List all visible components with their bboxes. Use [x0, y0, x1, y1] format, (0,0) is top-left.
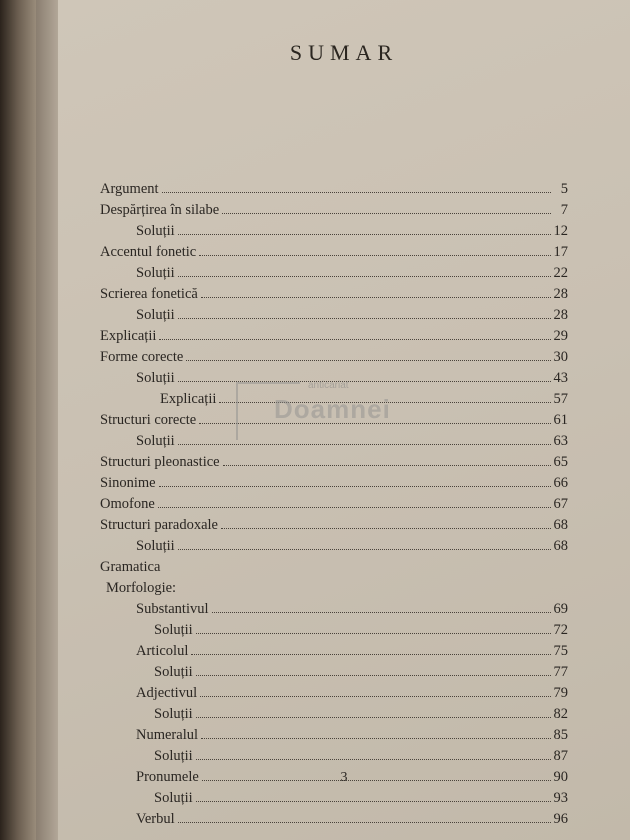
toc-entry: [100, 323, 568, 344]
toc-entry: [100, 533, 568, 554]
toc-entry: [100, 302, 568, 323]
toc-entry-page: 72: [553, 622, 568, 638]
toc-entry-title: Soluții: [136, 307, 175, 323]
toc-entry-title: Adjectivul: [136, 685, 198, 701]
toc-entry-page: 66: [553, 475, 568, 491]
toc-entry: [100, 554, 568, 575]
toc-leader-dots: [201, 296, 551, 298]
toc-entry-title: Structuri corecte: [100, 412, 197, 428]
toc-entry-page: 5: [560, 181, 568, 197]
toc-entry-page: 87: [553, 748, 568, 764]
toc-entry-page: 22: [553, 265, 568, 281]
toc-leader-dots: [162, 191, 551, 193]
toc-entry-title: Explicații: [160, 391, 217, 407]
toc-leader-dots: [196, 800, 551, 802]
toc-entry-title: Structuri paradoxale: [100, 517, 218, 533]
toc-entry-title: Verbul: [136, 811, 175, 827]
toc-entry-page: 65: [553, 454, 568, 470]
toc-entry: [100, 680, 568, 701]
toc-leader-dots: [196, 716, 551, 718]
page-number: 3: [340, 770, 348, 785]
toc-entry: [100, 638, 568, 659]
toc-leader-dots: [196, 758, 551, 760]
toc-entry-title: Forme corecte: [100, 349, 184, 365]
watermark-small-text: anticariat: [308, 380, 349, 391]
book-gutter: [0, 0, 40, 840]
toc-entry-title: Accentul fonetic: [100, 244, 197, 260]
toc-entry: [100, 596, 568, 617]
toc-entry: [100, 344, 568, 365]
toc-entry: [100, 512, 568, 533]
toc-entry: [100, 260, 568, 281]
toc-leader-dots: [178, 275, 551, 277]
toc-entry-page: 63: [553, 433, 568, 449]
toc-entry-page: 77: [553, 664, 568, 680]
toc-entry-title: Omofone: [100, 496, 155, 512]
toc-entry: [100, 659, 568, 680]
toc-leader-dots: [222, 212, 551, 214]
toc-entry-page: 12: [553, 223, 568, 239]
toc-entry: [100, 806, 568, 827]
toc-entry-title: Articolul: [136, 643, 189, 659]
toc-leader-dots: [196, 674, 551, 676]
toc-entry-page: 43: [553, 370, 568, 386]
toc-entry-page: 75: [553, 643, 568, 659]
toc-entry-page: 17: [553, 244, 568, 260]
toc-entry: [100, 701, 568, 722]
toc-leader-dots: [186, 359, 550, 361]
toc-leader-dots: [223, 464, 551, 466]
toc-entry-title: Soluții: [136, 223, 175, 239]
toc-entry-title: Explicații: [100, 328, 157, 344]
toc-entry-title: Substantivul: [136, 601, 209, 617]
toc-leader-dots: [158, 506, 551, 508]
toc-entry-title: Structuri pleonastice: [100, 454, 220, 470]
toc-entry-page: 85: [553, 727, 568, 743]
toc-entry-title: Soluții: [136, 370, 175, 386]
toc-entry-page: 79: [553, 685, 568, 701]
toc-leader-dots: [178, 233, 551, 235]
toc-entry-title: Soluții: [154, 748, 193, 764]
toc-entry: [100, 785, 568, 806]
toc-entry-title: Soluții: [154, 790, 193, 806]
toc-leader-dots: [200, 695, 550, 697]
toc-entry-title: Despărțirea în silabe: [100, 202, 220, 218]
toc-leader-dots: [191, 653, 550, 655]
toc-entry-title: Soluții: [154, 622, 193, 638]
toc-entry-title: Sinonime: [100, 475, 156, 491]
toc-entry: [100, 491, 568, 512]
table-of-contents: [100, 176, 568, 827]
toc-leader-dots: [178, 548, 551, 550]
toc-entry-page: 30: [553, 349, 568, 365]
toc-leader-dots: [196, 632, 551, 634]
watermark-logo: [236, 378, 391, 438]
toc-entry: [100, 449, 568, 470]
toc-entry-page: 68: [553, 517, 568, 533]
toc-entry-page: 28: [553, 307, 568, 323]
toc-entry: [100, 239, 568, 260]
toc-entry-page: 67: [553, 496, 568, 512]
toc-entry-title: Soluții: [154, 664, 193, 680]
toc-entry-page: 93: [553, 790, 568, 806]
toc-entry-page: 61: [553, 412, 568, 428]
toc-entry-title: Numeralul: [136, 727, 199, 743]
toc-entry-page: 69: [553, 601, 568, 617]
toc-entry: [100, 197, 568, 218]
book-page: [58, 0, 630, 840]
toc-entry-title: Soluții: [136, 538, 175, 554]
toc-leader-dots: [221, 527, 551, 529]
toc-entry-title: Morfologie:: [106, 580, 177, 596]
toc-entry: [100, 470, 568, 491]
toc-entry-title: Gramatica: [100, 559, 161, 575]
toc-entry: [100, 617, 568, 638]
toc-entry-page: 28: [553, 286, 568, 302]
toc-leader-dots: [178, 443, 551, 445]
toc-leader-dots: [212, 611, 551, 613]
toc-leader-dots: [159, 338, 550, 340]
toc-leader-dots: [178, 317, 551, 319]
toc-entry: [100, 575, 568, 596]
toc-entry-title: Pronumele: [136, 769, 199, 785]
toc-leader-dots: [178, 821, 551, 823]
toc-entry: [100, 743, 568, 764]
toc-entry: [100, 722, 568, 743]
toc-entry-page: 90: [553, 769, 568, 785]
toc-entry-page: 82: [553, 706, 568, 722]
toc-entry-page: 57: [553, 391, 568, 407]
toc-entry: [100, 218, 568, 239]
page-title: SUMAR: [289, 40, 399, 65]
toc-entry-page: 68: [553, 538, 568, 554]
toc-entry: [100, 281, 568, 302]
toc-entry-title: Argument: [100, 181, 159, 197]
toc-entry: [100, 176, 568, 197]
toc-leader-dots: [201, 737, 550, 739]
toc-entry-title: Soluții: [136, 265, 175, 281]
toc-entry-page: 96: [553, 811, 568, 827]
toc-entry-title: Soluții: [136, 433, 175, 449]
toc-leader-dots: [199, 254, 550, 256]
toc-leader-dots: [159, 485, 551, 487]
toc-entry-page: 29: [553, 328, 568, 344]
watermark-brand-text: Doamnei: [274, 394, 391, 424]
toc-entry-page: 7: [560, 202, 568, 218]
toc-entry-title: Soluții: [154, 706, 193, 722]
toc-entry-title: Scrierea fonetică: [100, 286, 198, 302]
